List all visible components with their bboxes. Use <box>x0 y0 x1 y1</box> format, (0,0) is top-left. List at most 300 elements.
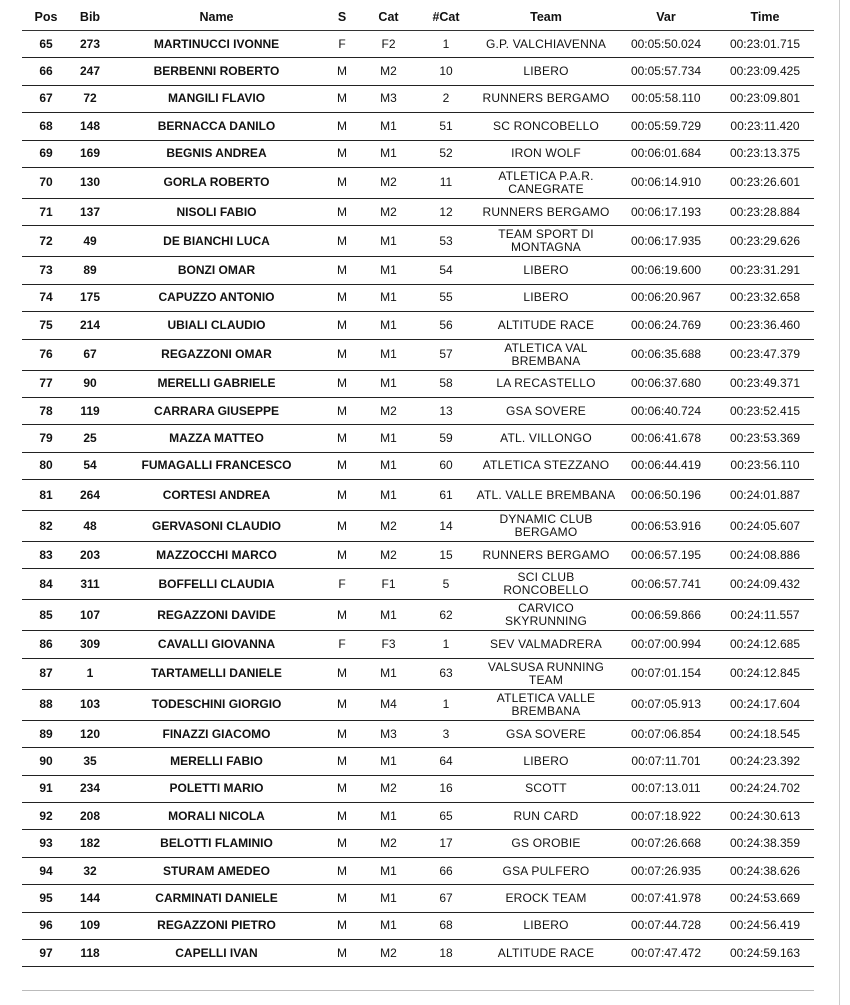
table-row <box>22 658 814 689</box>
row-name: CORTESI ANDREA <box>110 480 323 511</box>
row-position: 94 <box>22 857 70 884</box>
row-position: 84 <box>22 569 70 600</box>
row-position: 76 <box>22 339 70 370</box>
row-time: 00:23:32.658 <box>716 284 814 311</box>
row-category-rank: 1 <box>416 31 476 58</box>
row-team: DYNAMIC CLUB BERGAMO <box>476 511 616 542</box>
row-time: 00:24:56.419 <box>716 912 814 939</box>
row-time: 00:24:01.887 <box>716 480 814 511</box>
row-category: M3 <box>361 720 416 747</box>
row-time: 00:23:29.626 <box>716 226 814 257</box>
table-row <box>22 748 814 775</box>
row-name: BOFFELLI CLAUDIA <box>110 569 323 600</box>
table-row <box>22 167 814 198</box>
row-bib: 182 <box>70 830 110 857</box>
row-gap: 00:06:53.916 <box>616 511 716 542</box>
table-row <box>22 542 814 569</box>
row-name: BEGNIS ANDREA <box>110 140 323 167</box>
row-category: M2 <box>361 167 416 198</box>
results-table <box>22 4 814 967</box>
row-team: GSA PULFERO <box>476 857 616 884</box>
row-bib: 72 <box>70 85 110 112</box>
row-bib: 273 <box>70 31 110 58</box>
row-category: M1 <box>361 912 416 939</box>
row-position: 79 <box>22 425 70 452</box>
row-team: VALSUSA RUNNING TEAM <box>476 658 616 689</box>
row-time: 00:24:05.607 <box>716 511 814 542</box>
row-category-rank: 5 <box>416 569 476 600</box>
row-team: LIBERO <box>476 912 616 939</box>
row-name: MAZZA MATTEO <box>110 425 323 452</box>
table-row <box>22 720 814 747</box>
row-name: CAVALLI GIOVANNA <box>110 631 323 658</box>
row-sex: M <box>323 257 361 284</box>
row-time: 00:23:13.375 <box>716 140 814 167</box>
row-position: 77 <box>22 370 70 397</box>
row-category: M1 <box>361 425 416 452</box>
row-name: GERVASONI CLAUDIO <box>110 511 323 542</box>
row-time: 00:23:26.601 <box>716 167 814 198</box>
row-gap: 00:06:24.769 <box>616 312 716 339</box>
row-category: M1 <box>361 140 416 167</box>
row-position: 87 <box>22 658 70 689</box>
row-bib: 234 <box>70 775 110 802</box>
row-category: M2 <box>361 542 416 569</box>
row-bib: 169 <box>70 140 110 167</box>
row-gap: 00:06:40.724 <box>616 397 716 424</box>
row-position: 91 <box>22 775 70 802</box>
row-time: 00:24:08.886 <box>716 542 814 569</box>
row-position: 80 <box>22 452 70 479</box>
row-time: 00:23:01.715 <box>716 31 814 58</box>
row-category-rank: 57 <box>416 339 476 370</box>
header-bib: Bib <box>70 4 110 31</box>
row-team: LIBERO <box>476 284 616 311</box>
row-time: 00:23:36.460 <box>716 312 814 339</box>
row-team: RUNNERS BERGAMO <box>476 198 616 225</box>
row-category: M1 <box>361 480 416 511</box>
table-row <box>22 939 814 966</box>
row-gap: 00:05:57.734 <box>616 58 716 85</box>
table-row <box>22 85 814 112</box>
row-time: 00:23:49.371 <box>716 370 814 397</box>
row-time: 00:23:53.369 <box>716 425 814 452</box>
page-bottom-line <box>22 990 814 991</box>
row-category-rank: 60 <box>416 452 476 479</box>
row-gap: 00:06:17.193 <box>616 198 716 225</box>
row-category: M2 <box>361 939 416 966</box>
row-bib: 32 <box>70 857 110 884</box>
row-position: 78 <box>22 397 70 424</box>
row-name: MAZZOCCHI MARCO <box>110 542 323 569</box>
row-team: RUNNERS BERGAMO <box>476 542 616 569</box>
row-team: SEV VALMADRERA <box>476 631 616 658</box>
row-position: 93 <box>22 830 70 857</box>
row-gap: 00:07:01.154 <box>616 658 716 689</box>
header-row <box>22 4 814 31</box>
row-name: CAPUZZO ANTONIO <box>110 284 323 311</box>
row-bib: 48 <box>70 511 110 542</box>
row-name: BERBENNI ROBERTO <box>110 58 323 85</box>
row-time: 00:24:12.845 <box>716 658 814 689</box>
row-bib: 208 <box>70 803 110 830</box>
row-team: ATLETICA VALLE BREMBANA <box>476 689 616 720</box>
row-team: LIBERO <box>476 58 616 85</box>
row-category: M1 <box>361 284 416 311</box>
row-category-rank: 54 <box>416 257 476 284</box>
table-row <box>22 312 814 339</box>
row-category: M1 <box>361 339 416 370</box>
row-category: M2 <box>361 58 416 85</box>
row-sex: F <box>323 31 361 58</box>
row-category-rank: 12 <box>416 198 476 225</box>
table-row <box>22 226 814 257</box>
row-category: M2 <box>361 198 416 225</box>
row-gap: 00:06:19.600 <box>616 257 716 284</box>
row-time: 00:23:09.801 <box>716 85 814 112</box>
row-sex: M <box>323 775 361 802</box>
row-category: M1 <box>361 600 416 631</box>
row-team: LIBERO <box>476 748 616 775</box>
row-category: M1 <box>361 226 416 257</box>
row-position: 90 <box>22 748 70 775</box>
row-gap: 00:07:18.922 <box>616 803 716 830</box>
row-team: GSA SOVERE <box>476 720 616 747</box>
row-bib: 144 <box>70 885 110 912</box>
row-sex: M <box>323 226 361 257</box>
row-team: SC RONCOBELLO <box>476 113 616 140</box>
row-category: M1 <box>361 257 416 284</box>
row-category: F1 <box>361 569 416 600</box>
row-sex: F <box>323 569 361 600</box>
table-row <box>22 397 814 424</box>
table-row <box>22 885 814 912</box>
row-bib: 67 <box>70 339 110 370</box>
row-category: M4 <box>361 689 416 720</box>
row-bib: 54 <box>70 452 110 479</box>
header-cat-rank: #Cat <box>416 4 476 31</box>
row-name: CAPELLI IVAN <box>110 939 323 966</box>
row-category-rank: 68 <box>416 912 476 939</box>
row-name: REGAZZONI OMAR <box>110 339 323 370</box>
row-position: 70 <box>22 167 70 198</box>
table-row <box>22 803 814 830</box>
row-team: RUN CARD <box>476 803 616 830</box>
row-position: 97 <box>22 939 70 966</box>
row-sex: M <box>323 370 361 397</box>
row-category: M2 <box>361 511 416 542</box>
row-team: ATLETICA P.A.R. CANEGRATE <box>476 167 616 198</box>
row-category-rank: 14 <box>416 511 476 542</box>
row-category: M1 <box>361 113 416 140</box>
row-time: 00:24:59.163 <box>716 939 814 966</box>
row-sex: M <box>323 830 361 857</box>
row-time: 00:24:38.359 <box>716 830 814 857</box>
row-bib: 25 <box>70 425 110 452</box>
row-sex: M <box>323 397 361 424</box>
row-bib: 119 <box>70 397 110 424</box>
table-row <box>22 113 814 140</box>
row-position: 68 <box>22 113 70 140</box>
row-sex: M <box>323 425 361 452</box>
row-category: F3 <box>361 631 416 658</box>
row-category-rank: 53 <box>416 226 476 257</box>
row-category: F2 <box>361 31 416 58</box>
row-category: M1 <box>361 370 416 397</box>
row-name: TARTAMELLI DANIELE <box>110 658 323 689</box>
row-gap: 00:05:58.110 <box>616 85 716 112</box>
table-row <box>22 600 814 631</box>
row-sex: M <box>323 542 361 569</box>
row-category-rank: 55 <box>416 284 476 311</box>
row-time: 00:24:17.604 <box>716 689 814 720</box>
row-bib: 264 <box>70 480 110 511</box>
row-category: M2 <box>361 830 416 857</box>
row-category: M1 <box>361 748 416 775</box>
row-category-rank: 58 <box>416 370 476 397</box>
row-team: SCOTT <box>476 775 616 802</box>
table-row <box>22 775 814 802</box>
row-team: ALTITUDE RACE <box>476 939 616 966</box>
row-bib: 90 <box>70 370 110 397</box>
table-row <box>22 830 814 857</box>
header-cat: Cat <box>361 4 416 31</box>
table-row <box>22 480 814 511</box>
row-team: IRON WOLF <box>476 140 616 167</box>
header-name: Name <box>110 4 323 31</box>
row-name: POLETTI MARIO <box>110 775 323 802</box>
row-position: 81 <box>22 480 70 511</box>
row-bib: 120 <box>70 720 110 747</box>
row-position: 71 <box>22 198 70 225</box>
row-team: GS OROBIE <box>476 830 616 857</box>
row-position: 72 <box>22 226 70 257</box>
row-position: 88 <box>22 689 70 720</box>
row-gap: 00:06:57.195 <box>616 542 716 569</box>
row-time: 00:24:30.613 <box>716 803 814 830</box>
row-position: 83 <box>22 542 70 569</box>
row-name: MANGILI FLAVIO <box>110 85 323 112</box>
row-position: 89 <box>22 720 70 747</box>
row-time: 00:24:24.702 <box>716 775 814 802</box>
row-name: FUMAGALLI FRANCESCO <box>110 452 323 479</box>
row-team: RUNNERS BERGAMO <box>476 85 616 112</box>
row-time: 00:23:52.415 <box>716 397 814 424</box>
row-sex: M <box>323 85 361 112</box>
row-category-rank: 64 <box>416 748 476 775</box>
row-sex: M <box>323 511 361 542</box>
table-row <box>22 31 814 58</box>
row-category-rank: 13 <box>416 397 476 424</box>
row-category: M1 <box>361 452 416 479</box>
row-category: M1 <box>361 803 416 830</box>
row-team: ATLETICA VAL BREMBANA <box>476 339 616 370</box>
row-name: CARRARA GIUSEPPE <box>110 397 323 424</box>
row-gap: 00:07:26.935 <box>616 857 716 884</box>
row-category: M1 <box>361 312 416 339</box>
row-bib: 107 <box>70 600 110 631</box>
row-team: GSA SOVERE <box>476 397 616 424</box>
row-position: 75 <box>22 312 70 339</box>
row-category-rank: 18 <box>416 939 476 966</box>
row-category-rank: 10 <box>416 58 476 85</box>
row-name: REGAZZONI DAVIDE <box>110 600 323 631</box>
row-time: 00:24:23.392 <box>716 748 814 775</box>
row-name: MERELLI FABIO <box>110 748 323 775</box>
table-row <box>22 511 814 542</box>
table-row <box>22 689 814 720</box>
row-gap: 00:06:50.196 <box>616 480 716 511</box>
row-time: 00:23:56.110 <box>716 452 814 479</box>
row-category-rank: 65 <box>416 803 476 830</box>
row-category-rank: 15 <box>416 542 476 569</box>
row-gap: 00:07:47.472 <box>616 939 716 966</box>
row-bib: 175 <box>70 284 110 311</box>
table-row <box>22 284 814 311</box>
row-sex: M <box>323 803 361 830</box>
row-name: MORALI NICOLA <box>110 803 323 830</box>
row-gap: 00:06:37.680 <box>616 370 716 397</box>
row-gap: 00:06:01.684 <box>616 140 716 167</box>
table-row <box>22 339 814 370</box>
row-sex: M <box>323 312 361 339</box>
row-name: UBIALI CLAUDIO <box>110 312 323 339</box>
row-name: CARMINATI DANIELE <box>110 885 323 912</box>
row-bib: 247 <box>70 58 110 85</box>
row-time: 00:23:28.884 <box>716 198 814 225</box>
row-team: SCI CLUB RONCOBELLO <box>476 569 616 600</box>
row-team: LA RECASTELLO <box>476 370 616 397</box>
row-category-rank: 52 <box>416 140 476 167</box>
row-position: 85 <box>22 600 70 631</box>
row-bib: 309 <box>70 631 110 658</box>
row-position: 65 <box>22 31 70 58</box>
row-sex: M <box>323 939 361 966</box>
page-edge <box>839 0 840 1005</box>
row-time: 00:24:53.669 <box>716 885 814 912</box>
row-bib: 137 <box>70 198 110 225</box>
row-category-rank: 62 <box>416 600 476 631</box>
row-name: BERNACCA DANILO <box>110 113 323 140</box>
row-time: 00:23:11.420 <box>716 113 814 140</box>
row-category: M1 <box>361 857 416 884</box>
row-category-rank: 17 <box>416 830 476 857</box>
row-name: STURAM AMEDEO <box>110 857 323 884</box>
row-sex: M <box>323 885 361 912</box>
header-time: Time <box>716 4 814 31</box>
row-position: 66 <box>22 58 70 85</box>
row-position: 92 <box>22 803 70 830</box>
row-category: M2 <box>361 775 416 802</box>
table-row <box>22 912 814 939</box>
row-gap: 00:06:59.866 <box>616 600 716 631</box>
header-team: Team <box>476 4 616 31</box>
row-time: 00:24:09.432 <box>716 569 814 600</box>
row-sex: M <box>323 198 361 225</box>
row-bib: 148 <box>70 113 110 140</box>
row-gap: 00:06:20.967 <box>616 284 716 311</box>
row-gap: 00:06:57.741 <box>616 569 716 600</box>
row-bib: 35 <box>70 748 110 775</box>
row-time: 00:23:47.379 <box>716 339 814 370</box>
row-category-rank: 16 <box>416 775 476 802</box>
row-category-rank: 61 <box>416 480 476 511</box>
row-sex: M <box>323 113 361 140</box>
row-sex: M <box>323 658 361 689</box>
row-sex: M <box>323 452 361 479</box>
row-time: 00:24:11.557 <box>716 600 814 631</box>
row-category-rank: 1 <box>416 631 476 658</box>
table-row <box>22 452 814 479</box>
table-row <box>22 198 814 225</box>
row-sex: M <box>323 167 361 198</box>
row-team: CARVICO SKYRUNNING <box>476 600 616 631</box>
row-gap: 00:06:35.688 <box>616 339 716 370</box>
row-sex: M <box>323 284 361 311</box>
row-category: M3 <box>361 85 416 112</box>
row-name: MERELLI GABRIELE <box>110 370 323 397</box>
row-gap: 00:05:59.729 <box>616 113 716 140</box>
row-bib: 89 <box>70 257 110 284</box>
row-time: 00:23:31.291 <box>716 257 814 284</box>
row-gap: 00:07:00.994 <box>616 631 716 658</box>
row-sex: M <box>323 480 361 511</box>
row-time: 00:24:38.626 <box>716 857 814 884</box>
row-position: 86 <box>22 631 70 658</box>
row-time: 00:23:09.425 <box>716 58 814 85</box>
row-team: ATL. VALLE BREMBANA <box>476 480 616 511</box>
row-sex: M <box>323 689 361 720</box>
table-row <box>22 569 814 600</box>
row-gap: 00:06:17.935 <box>616 226 716 257</box>
header-var: Var <box>616 4 716 31</box>
table-row <box>22 257 814 284</box>
row-sex: F <box>323 631 361 658</box>
row-position: 67 <box>22 85 70 112</box>
row-position: 95 <box>22 885 70 912</box>
row-position: 69 <box>22 140 70 167</box>
row-category: M2 <box>361 397 416 424</box>
row-sex: M <box>323 748 361 775</box>
header-pos: Pos <box>22 4 70 31</box>
row-name: BONZI OMAR <box>110 257 323 284</box>
row-name: GORLA ROBERTO <box>110 167 323 198</box>
table-row <box>22 425 814 452</box>
row-sex: M <box>323 912 361 939</box>
row-gap: 00:07:11.701 <box>616 748 716 775</box>
row-name: TODESCHINI GIORGIO <box>110 689 323 720</box>
header-sex: S <box>323 4 361 31</box>
row-time: 00:24:12.685 <box>716 631 814 658</box>
row-category-rank: 67 <box>416 885 476 912</box>
row-gap: 00:06:41.678 <box>616 425 716 452</box>
row-team: TEAM SPORT DI MONTAGNA <box>476 226 616 257</box>
row-team: ATL. VILLONGO <box>476 425 616 452</box>
row-gap: 00:07:41.978 <box>616 885 716 912</box>
row-sex: M <box>323 720 361 747</box>
row-bib: 214 <box>70 312 110 339</box>
row-time: 00:24:18.545 <box>716 720 814 747</box>
row-sex: M <box>323 58 361 85</box>
row-category-rank: 2 <box>416 85 476 112</box>
row-sex: M <box>323 600 361 631</box>
row-gap: 00:07:44.728 <box>616 912 716 939</box>
row-team: ATLETICA STEZZANO <box>476 452 616 479</box>
table-row <box>22 140 814 167</box>
row-sex: M <box>323 339 361 370</box>
row-team: LIBERO <box>476 257 616 284</box>
table-row <box>22 857 814 884</box>
